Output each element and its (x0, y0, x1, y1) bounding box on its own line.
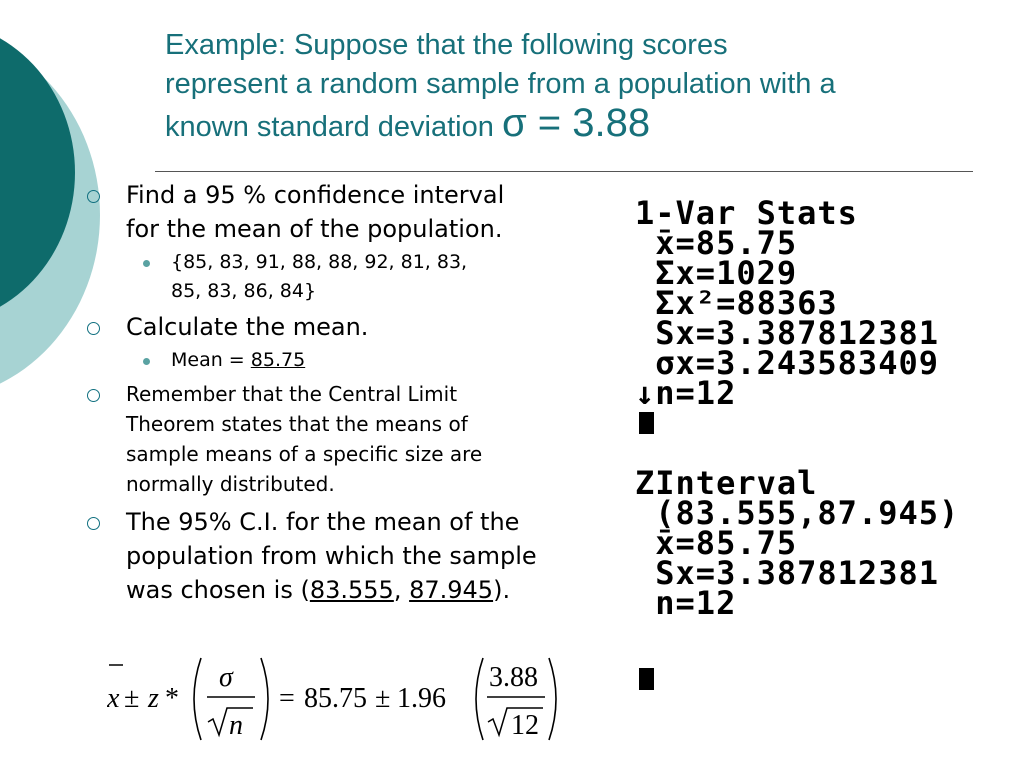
formula-mean: 85.75 (304, 683, 367, 714)
formula-sample: 12 (511, 710, 539, 741)
cursor-block-icon (639, 668, 654, 690)
bullet-text: population from which the sample (126, 542, 537, 570)
formula-pm2: ± (375, 683, 391, 714)
bullet-text: normally distributed. (126, 472, 335, 496)
bullet-text: Theorem states that the means of (126, 412, 468, 436)
bullet-ci-result (85, 505, 630, 607)
calc-line: x̄=85.75 (635, 224, 798, 262)
bullet-text: sample means of a specific size are (126, 442, 483, 466)
calc-line: Σx=1029 (635, 254, 798, 292)
mean-label: Mean = (171, 349, 251, 371)
formula-z: z (148, 683, 159, 714)
bullet-text: Find a 95 % confidence interval (126, 181, 505, 209)
calculator-output (635, 194, 1015, 694)
slide-body (85, 178, 630, 607)
formula-pm: ± (124, 683, 140, 714)
ci-formula (107, 652, 567, 747)
ci-separator: , (393, 576, 410, 604)
ci-upper: 87.945 (409, 576, 494, 604)
ci-suffix: ). (493, 576, 511, 604)
slide-title (165, 26, 985, 147)
formula-zval: 1.96 (397, 683, 446, 714)
calc-line: σx=3.243583409 (635, 344, 939, 382)
dot-bullet-icon (143, 260, 150, 267)
ci-prefix: was chosen is ( (126, 576, 310, 604)
cursor-row (635, 408, 1015, 438)
hollow-bullet-icon (87, 389, 100, 402)
bullet-clt (85, 379, 630, 499)
title-line-3 (165, 101, 985, 147)
hollow-bullet-icon (87, 517, 100, 530)
scores-line-2: 85, 83, 86, 84} (171, 280, 317, 302)
bullet-text: Remember that the Central Limit (126, 382, 458, 406)
left-paren-2 (476, 658, 483, 740)
bullet-calculate-mean (85, 310, 630, 344)
calc-line: ↓n=12 (635, 374, 737, 412)
stats-screen (635, 194, 1015, 438)
calc-line: n=12 (635, 584, 737, 622)
right-paren-2 (549, 658, 556, 740)
cursor-block-icon (639, 412, 654, 434)
title-line-3-prefix: known standard deviation (165, 111, 494, 143)
bullet-text: The 95% C.I. for the mean of the (126, 508, 520, 536)
bullet-text: for the mean of the population. (126, 215, 503, 243)
ci-lower: 83.555 (309, 576, 394, 604)
formula-xbar: x (107, 683, 120, 714)
formula-sd: 3.88 (489, 662, 538, 693)
left-paren-1 (194, 658, 201, 740)
hollow-bullet-icon (87, 322, 100, 335)
interval-screen (635, 464, 1015, 694)
formula-n: n (229, 710, 243, 741)
calc-line: (83.555,87.945) (635, 494, 960, 532)
calc-line: ZInterval (635, 464, 818, 502)
subbullet-scores (85, 248, 630, 306)
calc-line: Σx²=88363 (635, 284, 838, 322)
bullet-text (126, 573, 630, 607)
bullet-text: Calculate the mean. (126, 313, 369, 341)
title-line-1: Example: Suppose that the following scores (165, 29, 728, 61)
dot-bullet-icon (143, 358, 150, 365)
mean-value: 85.75 (250, 349, 306, 371)
title-line-2: represent a random sample from a population with a (165, 68, 836, 100)
hollow-bullet-icon (87, 190, 100, 203)
formula-sigma: σ (219, 662, 233, 693)
calc-line: Sx=3.387812381 (635, 314, 939, 352)
sigma-value: σ = 3.88 (501, 101, 651, 145)
subbullet-mean (85, 346, 630, 375)
formula-eq: = (279, 683, 295, 714)
bullet-find-interval (85, 178, 630, 246)
title-divider (155, 171, 973, 172)
calc-line: x̄=85.75 (635, 524, 798, 562)
scores-line-1: {85, 83, 91, 88, 88, 92, 81, 83, (171, 251, 468, 273)
right-paren-1 (261, 658, 268, 740)
calc-line: Sx=3.387812381 (635, 554, 939, 592)
calc-line: 1-Var Stats (635, 194, 858, 232)
cursor-row (635, 664, 1015, 694)
formula-star: * (165, 683, 179, 714)
